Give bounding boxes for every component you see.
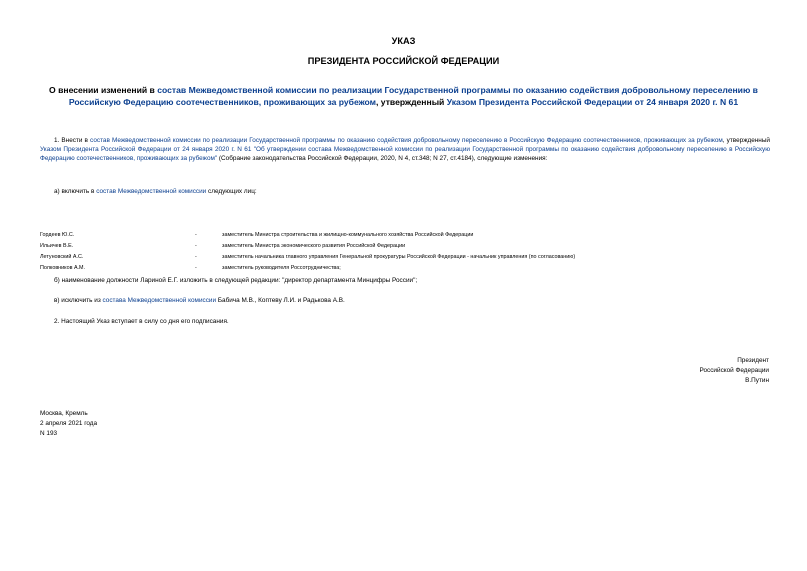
- place-date-block: [40, 409, 97, 439]
- title-link-decree[interactable]: Указом Президента Российской Федерации от 24 января 2020 г. N 61: [446, 97, 739, 107]
- paragraph-link-decree[interactable]: Указом Президента Российской Федерации от 24 января 2020 г. N 61 "Об утверждении состава Межведомственной комиссии по реализации Государственной программы по оказанию содействия добровольному переселению в Российскую Федерацию соотечественников, проживающих за рубежом": [40, 146, 770, 162]
- paragraph-text: (Собрание законодательства Российской Федерации, 2020, N 4, ст.348; N 27, ст.4184), следующие изменения:: [217, 155, 548, 162]
- item-v: [54, 296, 754, 305]
- member-position: заместитель Министра строительства и жилищно-коммунального хозяйства Российской Федерации: [222, 232, 474, 238]
- signature-country: Российской Федерации: [699, 367, 769, 374]
- member-name: Гордеев Ю.С.: [40, 232, 75, 238]
- member-dash: -: [195, 254, 197, 260]
- item-text: а) включить в: [54, 188, 97, 195]
- member-name: Полковников А.М.: [40, 265, 86, 271]
- paragraph-1: [40, 136, 770, 163]
- item-text: Бабича М.В., Коптеву Л.И. и Радькова А.В.: [216, 297, 345, 304]
- item-a-link[interactable]: состав Межведомственной комиссии: [96, 188, 207, 195]
- member-position: заместитель руководителя Россотрудничества;: [222, 265, 341, 271]
- item-text: в) исключить из: [54, 297, 103, 304]
- item-b: б) наименование должности Лариной Е.Г. изложить в следующей редакции: "директор департамента Минцифры России";: [54, 277, 418, 284]
- document-type: УКАЗ: [391, 36, 416, 46]
- decree-title: [48, 84, 759, 108]
- issuer-heading: ПРЕЗИДЕНТА РОССИЙСКОЙ ФЕДЕРАЦИИ: [307, 56, 500, 66]
- signature-name: В.Путин: [745, 377, 769, 384]
- member-dash: -: [195, 243, 197, 249]
- title-link-commission[interactable]: состав Межведомственной комиссии по реализации Государственной программы по оказанию содействия добровольному переселению в Российскую Федерацию соотечественников, проживающих за рубежом: [68, 85, 758, 107]
- signature-title: Президент: [737, 357, 769, 364]
- paragraph-2: 2. Настоящий Указ вступает в силу со дня его подписания.: [54, 318, 229, 325]
- paragraph-text: , утвержденный: [722, 137, 770, 144]
- member-name: Ильичев В.Е.: [40, 243, 74, 249]
- decree-number: N 193: [40, 430, 58, 437]
- paragraph-link-commission[interactable]: состав Межведомственной комиссии по реализации Государственной программы по оказанию содействия добровольному переселению в Российскую Федерацию соотечественников, проживающих за рубежом: [90, 137, 723, 144]
- member-position: заместитель начальника главного управления Генеральной прокуратуры Российской Федерации - начальник управления (по согласованию): [222, 254, 576, 260]
- item-a: [54, 187, 754, 196]
- signature-block: [700, 356, 770, 386]
- member-position: заместитель Министра экономического развития Российской Федерации: [222, 243, 406, 249]
- member-dash: -: [195, 232, 197, 238]
- place: Москва, Кремль: [40, 410, 88, 417]
- member-name: Летуновский А.С.: [40, 254, 84, 260]
- title-text: , утвержденный: [376, 97, 447, 107]
- item-v-link[interactable]: состава Межведомственной комиссии: [102, 297, 217, 304]
- item-text: следующих лиц:: [206, 188, 257, 195]
- date: 2 апреля 2021 года: [40, 420, 98, 427]
- paragraph-text: 1. Внести в: [54, 137, 91, 144]
- member-dash: -: [195, 265, 197, 271]
- title-text: О внесении изменений в: [49, 85, 158, 95]
